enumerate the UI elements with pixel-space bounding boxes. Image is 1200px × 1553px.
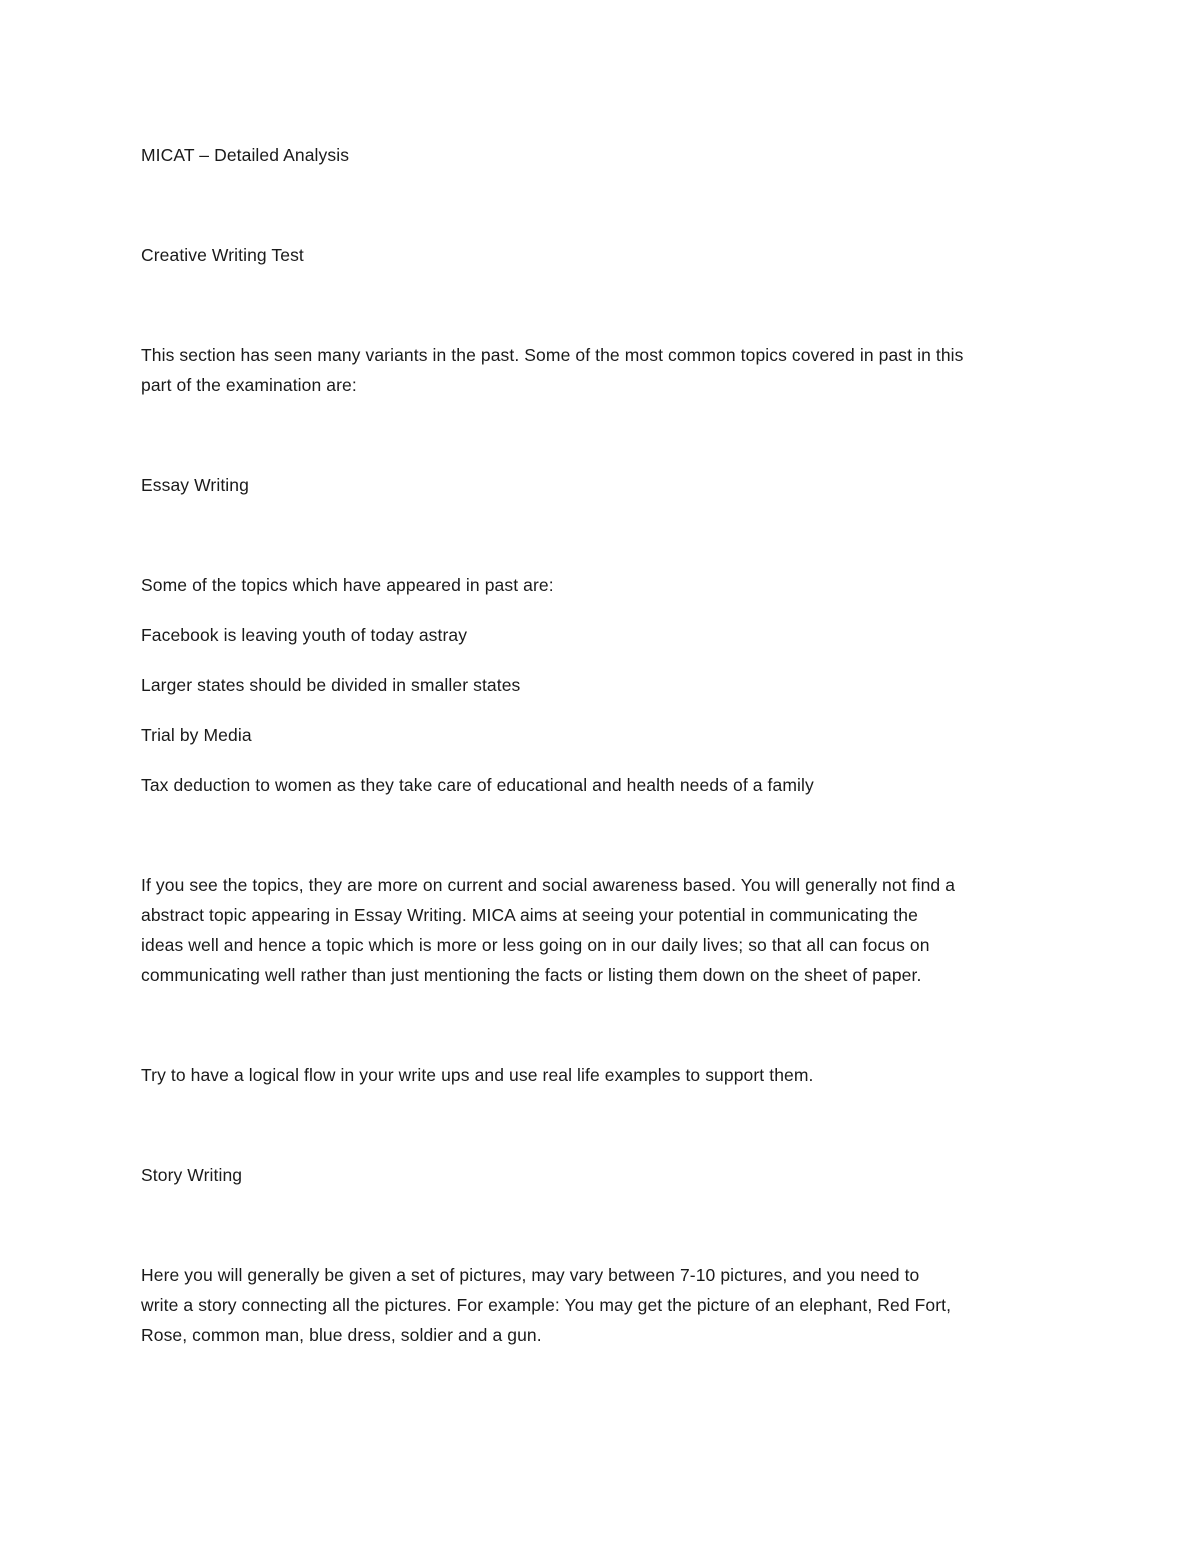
story-paragraph-line: Here you will generally be given a set of pictures, may vary between 7-10 pictures, and you need to [141, 1265, 920, 1285]
topic-item: Tax deduction to women as they take care of educational and health needs of a family [141, 775, 814, 795]
story-paragraph-line: write a story connecting all the pictures. For example: You may get the picture of an elephant, Red Fort, [141, 1295, 952, 1315]
flow-tip: Try to have a logical flow in your write ups and use real life examples to support them. [141, 1065, 814, 1085]
document-title: MICAT – Detailed Analysis [141, 145, 350, 165]
story-paragraph-line: Rose, common man, blue dress, soldier and a gun. [141, 1325, 542, 1345]
topics-intro: Some of the topics which have appeared in past are: [141, 575, 554, 595]
essay-heading: Essay Writing [141, 475, 249, 495]
story-heading: Story Writing [141, 1165, 243, 1185]
intro-line: This section has seen many variants in the past. Some of the most common topics covered in past in this [141, 345, 964, 365]
topic-item: Trial by Media [141, 725, 252, 745]
intro-line: part of the examination are: [141, 375, 357, 395]
section-heading: Creative Writing Test [141, 245, 304, 265]
essay-paragraph-line: abstract topic appearing in Essay Writing. MICA aims at seeing your potential in communicating the [141, 905, 918, 925]
essay-paragraph-line: If you see the topics, they are more on current and social awareness based. You will generally not find a [141, 875, 956, 895]
essay-paragraph-line: ideas well and hence a topic which is more or less going on in our daily lives; so that all can focus on [141, 935, 930, 955]
topic-item: Larger states should be divided in smaller states [141, 675, 521, 695]
essay-paragraph-line: communicating well rather than just mentioning the facts or listing them down on the sheet of paper. [141, 965, 922, 985]
topic-item: Facebook is leaving youth of today astray [141, 625, 468, 645]
